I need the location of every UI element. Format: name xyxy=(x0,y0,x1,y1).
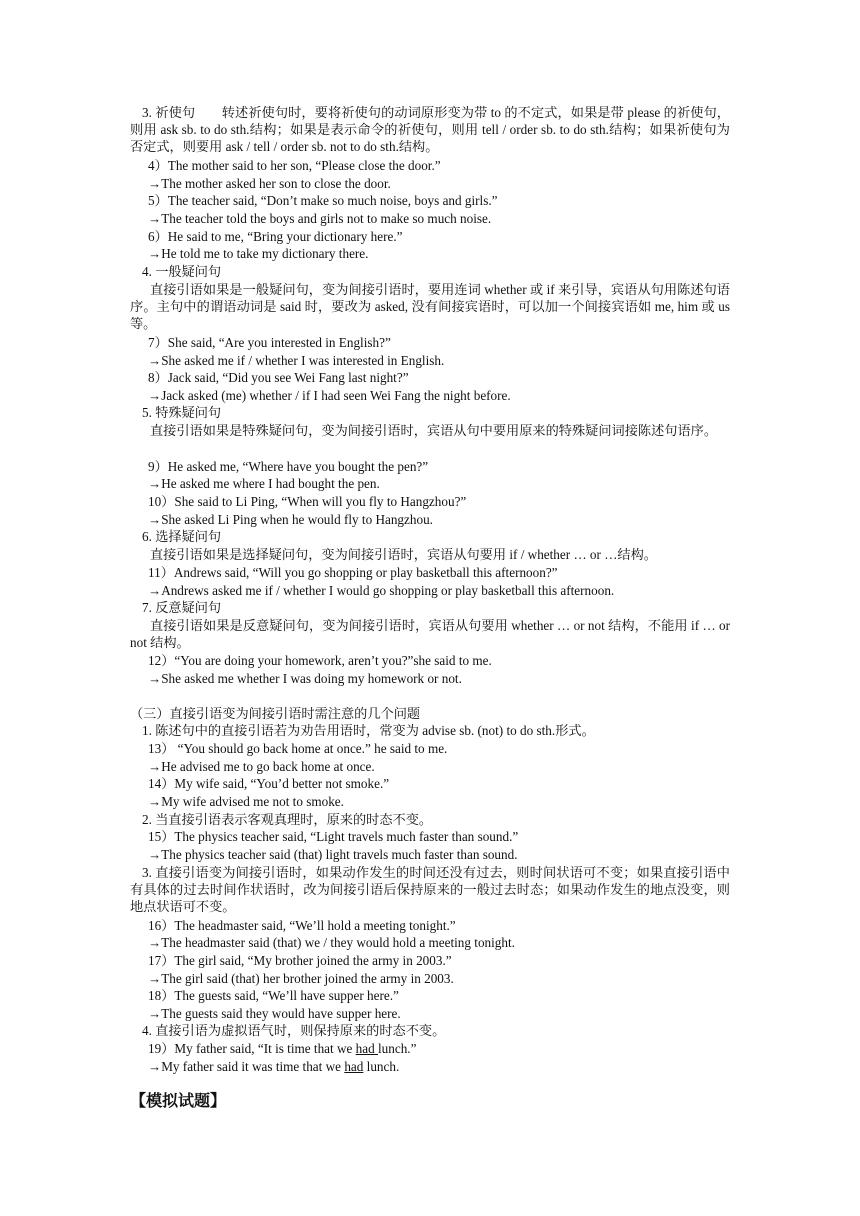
example-answer: →He asked me where I had bought the pen. xyxy=(148,476,380,491)
example-answer: →The teacher told the boys and girls not to make so much noise. xyxy=(148,211,492,226)
example-answer: →The girl said (that) her brother joined the army in 2003. xyxy=(148,971,454,986)
example-sentence: 11）Andrews said, “Will you go shopping or play basketball this afternoon?” xyxy=(148,565,558,580)
alternative-question-paragraph: 直接引语如果是选择疑问句，变为间接引语时，宾语从句要用 if / whether … or …结构。 xyxy=(150,547,657,562)
example-sentence: 7）She said, “Are you interested in English?” xyxy=(148,335,391,350)
example-text: lunch. xyxy=(363,1059,400,1074)
example-answer xyxy=(148,1058,748,1075)
section-heading: 7. 反意疑问句 xyxy=(142,600,222,615)
example-answer: →Andrews asked me if / whether I would go shopping or play basketball this afternoon. xyxy=(148,583,615,598)
section-heading: 5. 特殊疑问句 xyxy=(142,405,222,420)
underlined-word: had xyxy=(355,1041,378,1056)
section-heading: 4. 一般疑问句 xyxy=(142,264,222,279)
example-sentence: 5）The teacher said, “Don’t make so much noise, boys and girls.” xyxy=(148,193,498,208)
example-answer: →Jack asked (me) whether / if I had seen Wei Fang the night before. xyxy=(148,388,511,403)
example-answer: →The headmaster said (that) we / they would hold a meeting tonight. xyxy=(148,935,515,950)
example-sentence: 16）The headmaster said, “We’ll hold a meeting tonight.” xyxy=(148,918,456,933)
example-answer: →She asked Li Ping when he would fly to Hangzhou. xyxy=(148,512,433,527)
example-answer: →The guests said they would have supper here. xyxy=(148,1006,401,1021)
example-text: lunch.” xyxy=(378,1041,417,1056)
example-sentence: 17）The girl said, “My brother joined the army in 2003.” xyxy=(148,953,452,968)
special-question-paragraph: 直接引语如果是特殊疑问句，变为间接引语时，宾语从句中要用原来的特殊疑问词接陈述句语序。 xyxy=(150,423,718,438)
example-sentence: 15）The physics teacher said, “Light travels much faster than sound.” xyxy=(148,829,519,844)
example-answer: →He told me to take my dictionary there. xyxy=(148,246,369,261)
section-heading: 6. 选择疑问句 xyxy=(142,529,222,544)
tag-question-paragraph: 直接引语如果是反意疑问句，变为间接引语时，宾语从句要用 whether … or not 结构，不能用 if … or not 结构。 xyxy=(130,618,730,650)
note-item: 1. 陈述句中的直接引语若为劝告用语时，常变为 advise sb. (not) to do sth.形式。 xyxy=(142,723,595,738)
example-sentence xyxy=(148,1040,748,1057)
general-question-paragraph: 直接引语如果是一般疑问句，变为间接引语时，要用连词 whether 或 if 来引导，宾语从句用陈述句语序。主句中的谓语动词是 said 时，要改为 asked, 没有间接宾语时，可以加一个间接宾语如 me, him 或 us 等。 xyxy=(130,282,730,331)
underlined-word: had xyxy=(344,1059,364,1074)
note-item: 4. 直接引语为虚拟语气时，则保持原来的时态不变。 xyxy=(142,1023,446,1038)
mock-exam-heading: 【模拟试题】 xyxy=(130,1091,227,1110)
example-answer: →The physics teacher said (that) light travels much faster than sound. xyxy=(148,847,518,862)
example-sentence: 12）“You are doing your homework, aren’t you?”she said to me. xyxy=(148,653,492,668)
example-answer: →The mother asked her son to close the door. xyxy=(148,176,391,191)
example-sentence: 18）The guests said, “We’ll have supper here.” xyxy=(148,988,399,1003)
example-sentence: 14）My wife said, “You’d better not smoke.” xyxy=(148,776,390,791)
example-sentence: 4）The mother said to her son, “Please close the door.” xyxy=(148,158,441,173)
example-answer: →She asked me if / whether I was interested in English. xyxy=(148,353,445,368)
example-answer: →He advised me to go back home at once. xyxy=(148,759,375,774)
note-item: 2. 当直接引语表示客观真理时，原来的时态不变。 xyxy=(142,812,433,827)
example-sentence: 10）She said to Li Ping, “When will you fly to Hangzhou?” xyxy=(148,494,467,509)
example-sentence: 8）Jack said, “Did you see Wei Fang last night?” xyxy=(148,370,409,385)
example-sentence: 9）He asked me, “Where have you bought the pen?” xyxy=(148,459,429,474)
example-sentence: 13） “You should go back home at once.” he said to me. xyxy=(148,741,448,756)
example-answer: →She asked me whether I was doing my homework or not. xyxy=(148,671,462,686)
note-item: 3. 直接引语变为间接引语时，如果动作发生的时间还没有过去，则时间状语可不变；如果直接引语中有具体的过去时间作状语时，改为间接引语后保持原来的一般过去时态；如果动作发生的地点没变，则地点状语可不变。 xyxy=(130,865,730,914)
example-sentence: 6）He said to me, “Bring your dictionary here.” xyxy=(148,229,403,244)
subsection-heading: （三）直接引语变为间接引语时需注意的几个问题 xyxy=(130,706,421,721)
example-answer: →My wife advised me not to smoke. xyxy=(148,794,344,809)
imperative-paragraph: 3. 祈使句 转述祈使句时，要将祈使句的动词原形变为带 to 的不定式，如果是带 please 的祈使句，则用 ask sb. to do sth.结构；如果是表示命令的祈使句，则用 tell / order sb. to do sth.结构；如果祈使句为否定式，则要用 ask / tell / order sb. not to do sth.结构。 xyxy=(130,105,730,154)
example-text: →My father said it was time that we xyxy=(148,1059,345,1074)
example-text: 19）My father said, “It is time that we xyxy=(148,1041,356,1056)
